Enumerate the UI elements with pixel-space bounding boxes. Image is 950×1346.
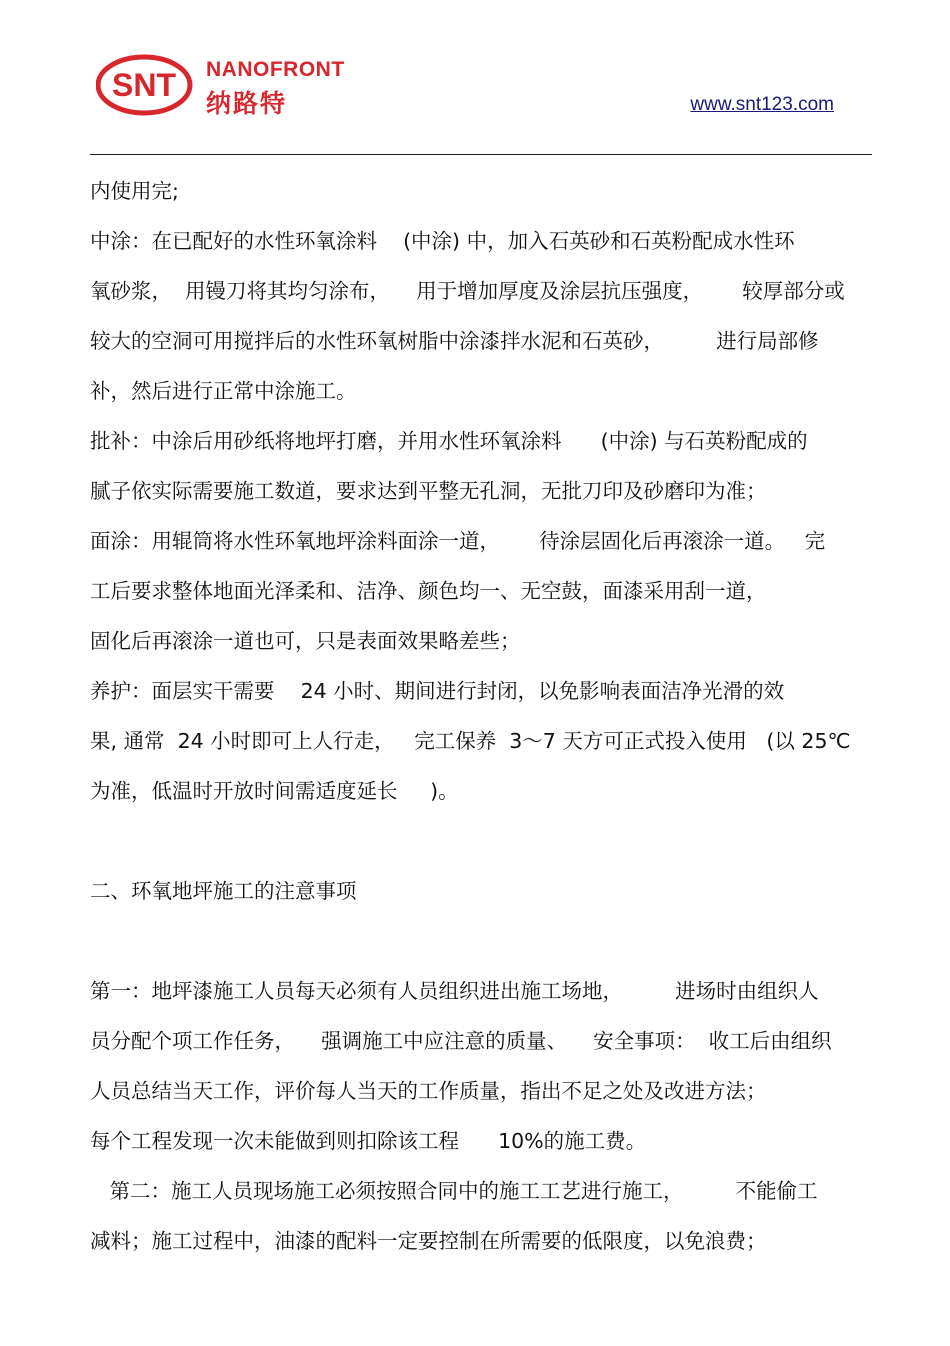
paragraph-line: 减料；施工过程中，油漆的配料一定要控制在所需要的低限度，以免浪费； [90, 1229, 767, 1253]
brand-name-english: NANOFRONT [206, 58, 345, 81]
website-link[interactable]: www.snt123.com [690, 94, 834, 115]
paragraph-line: 人员总结当天工作，评价每人当天的工作质量，指出不足之处及改进方法； [90, 1079, 767, 1103]
paragraph-line: 中涂：在已配好的水性环氧涂料 (中涂) 中，加入石英砂和石英粉配成水性环 [90, 229, 795, 253]
paragraph-line: 腻子依实际需要施工数道，要求达到平整无孔洞，无批刀印及砂磨印为准； [90, 479, 767, 503]
paragraph-line: 氧砂浆， 用镘刀将其均匀涂布， 用于增加厚度及涂层抗压强度， 较厚部分或 [90, 279, 845, 303]
blank-line [90, 816, 880, 866]
section-title: 二、环氧地坪施工的注意事项 [90, 879, 357, 903]
paragraph-line: 较大的空洞可用搅拌后的水性环氧树脂中涂漆拌水泥和石英砂， 进行局部修 [90, 329, 819, 353]
page-header [0, 0, 950, 160]
paragraph-line: 固化后再滚涂一道也可，只是表面效果略差些； [90, 629, 521, 653]
header-divider [90, 154, 872, 155]
paragraph-line: 补，然后进行正常中涂施工。 [90, 379, 357, 403]
blank-line [90, 916, 880, 966]
paragraph-line: 为准，低温时开放时间需适度延长 )。 [90, 779, 459, 803]
paragraph-line: 面涂：用辊筒将水性环氧地坪涂料面涂一道， 待涂层固化后再滚涂一道。 完 [90, 529, 826, 553]
logo-text: SNT [112, 67, 176, 103]
snt-logo-icon [96, 54, 196, 116]
paragraph-line: 工后要求整体地面光泽柔和、洁净、颜色均一、无空鼓，面漆采用刮一道， [90, 579, 767, 603]
paragraph-line: 内使用完; [90, 179, 179, 203]
paragraph-line: 第一：地坪漆施工人员每天必须有人员组织进出施工场地， 进场时由组织人 [90, 979, 819, 1003]
brand-name-chinese: 纳路特 [206, 89, 288, 118]
paragraph-line: 员分配个项工作任务， 强调施工中应注意的质量、 安全事项： 收工后由组织 [90, 1029, 832, 1053]
document-body [90, 166, 880, 1266]
company-logo [96, 54, 366, 116]
paragraph-line: 第二：施工人员现场施工必须按照合同中的施工工艺进行施工， 不能偷工 [90, 1179, 818, 1203]
paragraph-line: 批补：中涂后用砂纸将地坪打磨，并用水性环氧涂料 (中涂) 与石英粉配成的 [90, 429, 808, 453]
paragraph-line: 每个工程发现一次未能做到则扣除该工程 10%的施工费。 [90, 1129, 647, 1153]
paragraph-line: 养护：面层实干需要 24 小时、期间进行封闭，以免影响表面洁净光滑的效 [90, 679, 785, 703]
paragraph-line: 果, 通常 24 小时即可上人行走， 完工保养 3～7 天方可正式投入使用 (以 25℃ [90, 729, 851, 753]
